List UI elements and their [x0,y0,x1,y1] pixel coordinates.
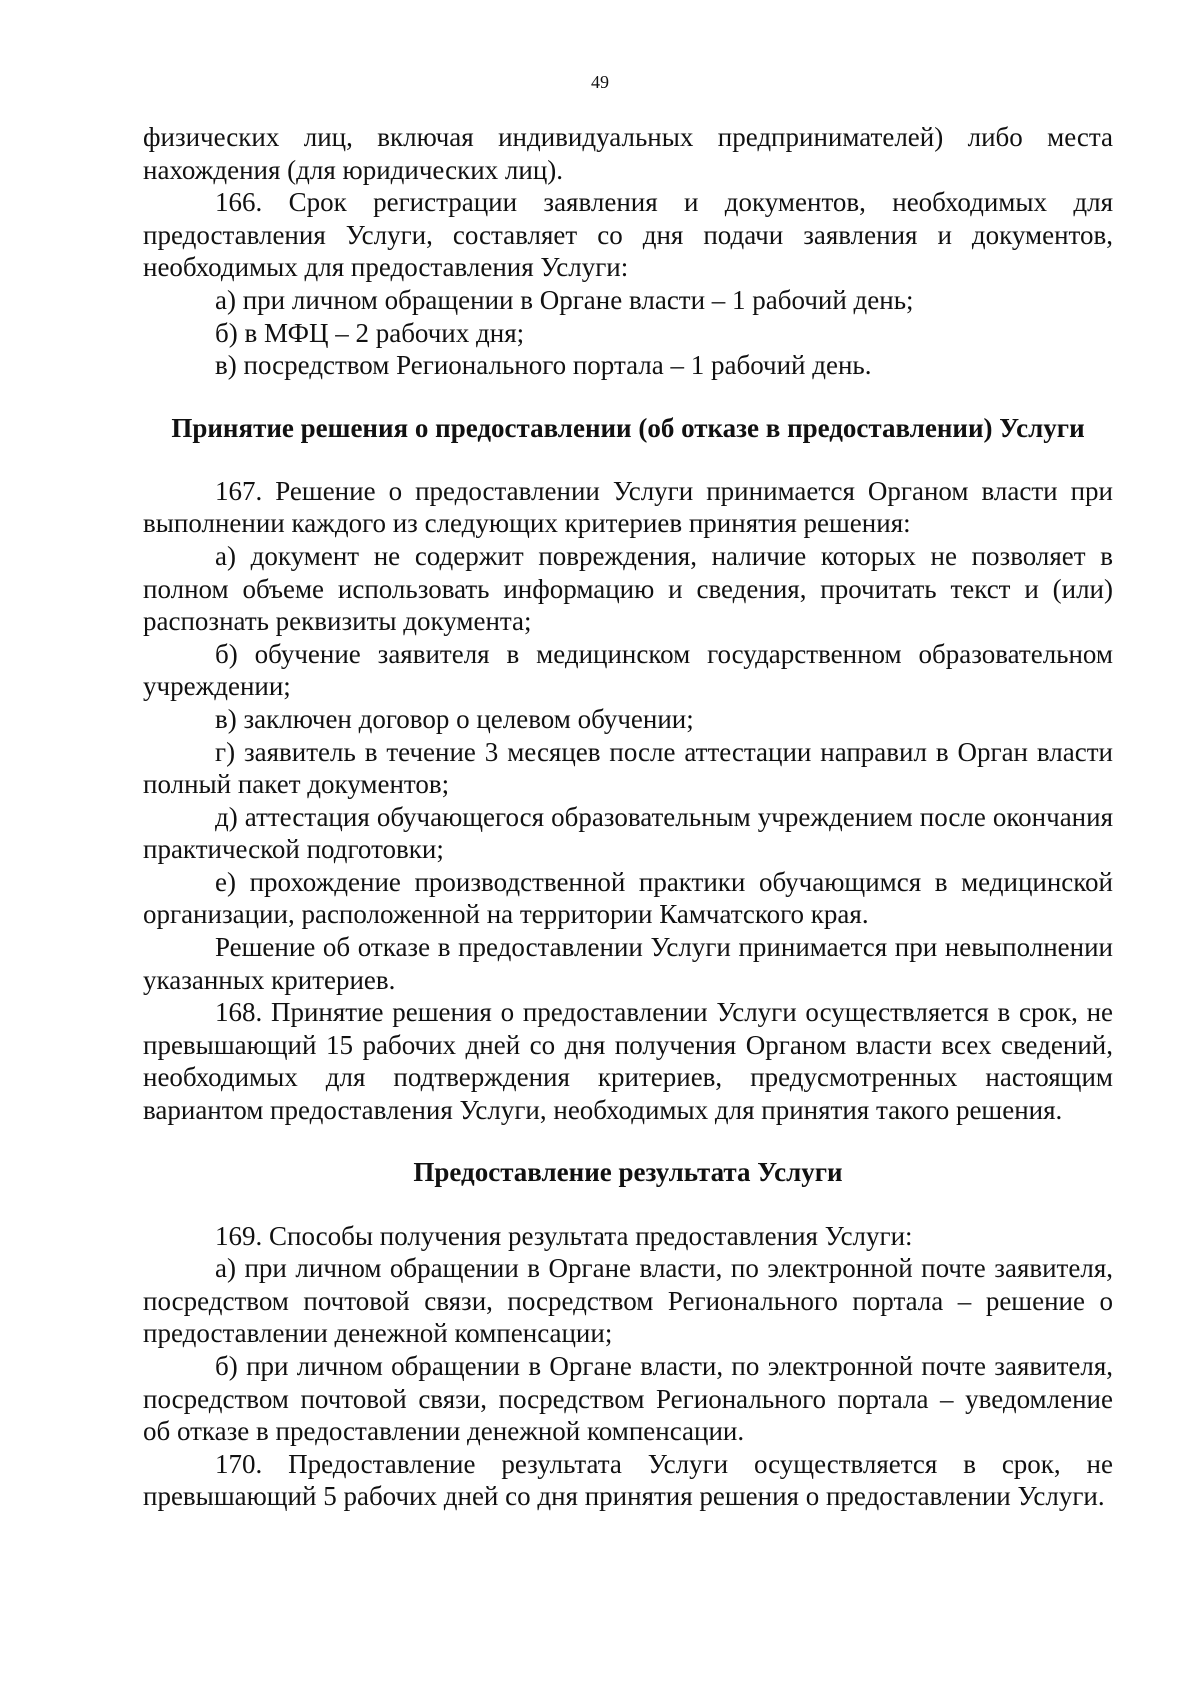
list-item-169-a: а) при личном обращении в Органе власти, по электронной почте заявителя, посредством почтовой связи, посредством Регионального портала – решение о предоставлении денежной компенсации; [143,1253,1113,1349]
paragraph-168: 168. Принятие решения о предоставлении Услуги осуществляется в срок, не превышающий 15 рабочих дней со дня получения Органом власти всех сведений, необходимых для подтверждения критериев, предусмотренных настоящим вариантом предоставления Услуги, необходимых для принятия такого решения. [143,997,1113,1126]
list-item-166-b: б) в МФЦ – 2 рабочих дня; [215,317,525,348]
list-item-167-b: б) обучение заявителя в медицинском государственном образовательном учреждении; [143,638,1113,702]
section-heading-decision: Принятие решения о предоставлении (об отказе в предоставлении) Услуги [171,412,1085,443]
section-heading-result: Предоставление результата Услуги [413,1156,843,1187]
paragraph-170: 170. Предоставление результата Услуги осуществляется в срок, не превышающий 5 рабочих дней со дня принятия решения о предоставлении Услуги. [143,1448,1113,1512]
list-item-167-f: е) прохождение производственной практики обучающимся в медицинской организации, расположенной на территории Камчатского края. [143,866,1113,930]
page-number: 49 [591,72,609,92]
list-item-166-a: а) при личном обращении в Органе власти – 1 рабочий день; [215,284,914,315]
list-item-166-c: в) посредством Регионального портала – 1 рабочий день. [215,350,872,381]
paragraph-169: 169. Способы получения результата предоставления Услуги: [215,1220,913,1251]
list-item-169-b: б) при личном обращении в Органе власти, по электронной почте заявителя, посредством почтовой связи, посредством Регионального портала – уведомление об отказе в предоставлении денежной компенсации. [143,1351,1113,1447]
list-item-167-c: в) заключен договор о целевом обучении; [215,703,694,734]
list-item-167-e: д) аттестация обучающегося образовательным учреждением после окончания практической подготовки; [143,801,1113,865]
list-item-167-a: а) документ не содержит повреждения, наличие которых не позволяет в полном объеме использовать информацию и сведения, прочитать текст и (или) распознать реквизиты документа; [143,540,1113,637]
paragraph-refusal: Решение об отказе в предоставлении Услуги принимается при невыполнении указанных критериев. [143,932,1113,995]
list-item-167-d: г) заявитель в течение 3 месяцев после аттестации направил в Орган власти полный пакет документов; [143,736,1113,800]
paragraph-continuation: физических лиц, включая индивидуальных предпринимателей) либо места нахождения (для юридических лиц). [143,122,1113,185]
document-body [143,121,1113,1513]
paragraph-166: 166. Срок регистрации заявления и документов, необходимых для предоставления Услуги, составляет со дня подачи заявления и документов, необходимых для предоставления Услуги: [143,187,1113,283]
paragraph-167: 167. Решение о предоставлении Услуги принимается Органом власти при выполнении каждого из следующих критериев принятия решения: [143,475,1113,539]
